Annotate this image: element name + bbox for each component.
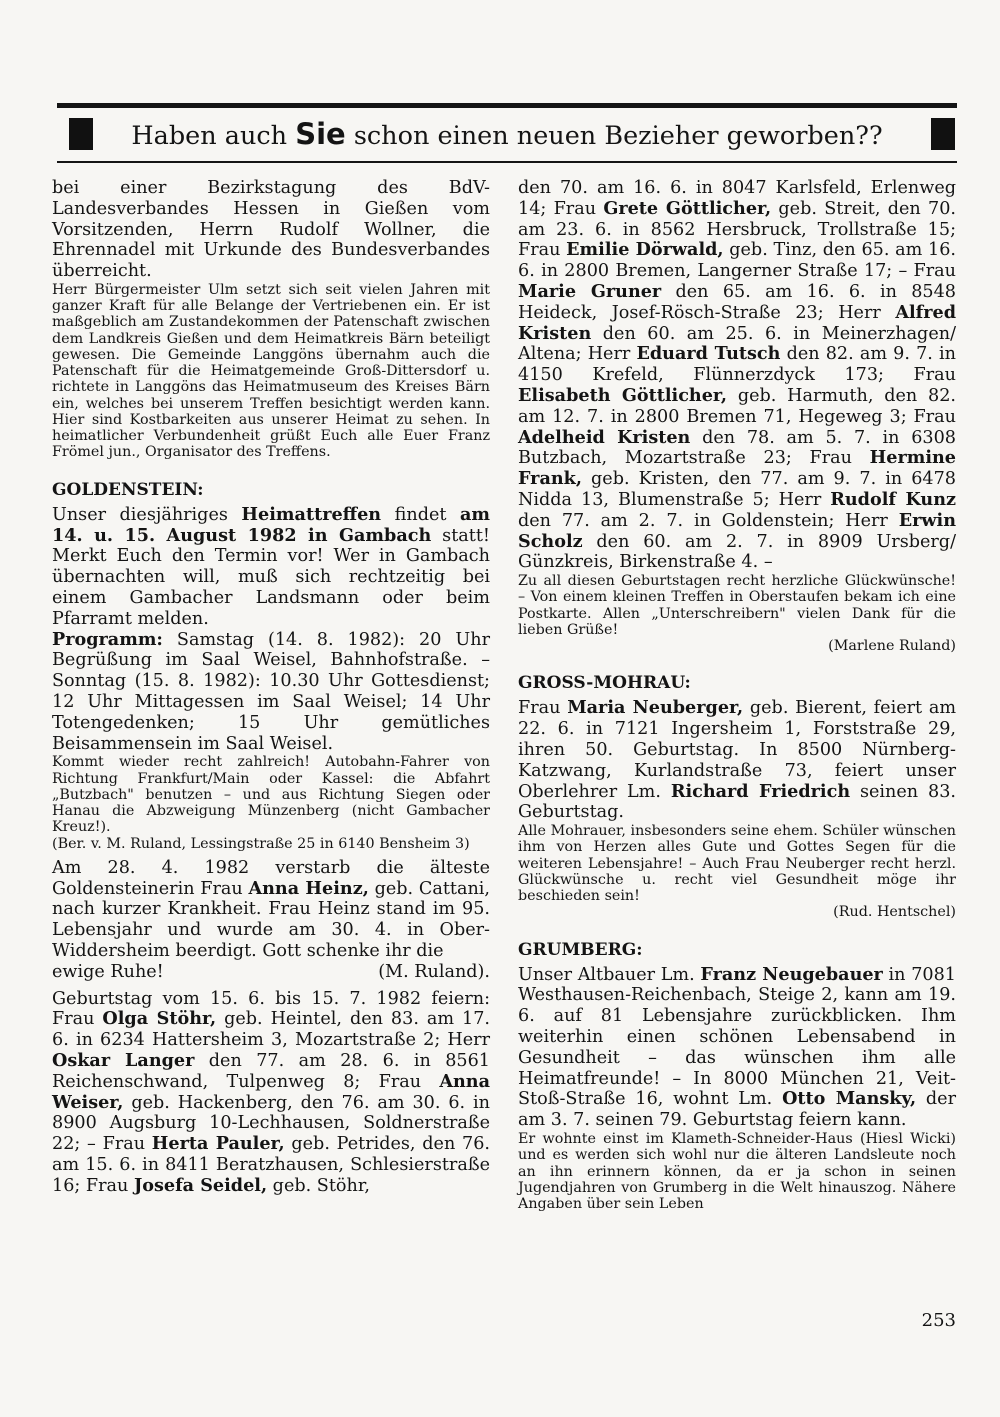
goldenstein-heading: GOLDENSTEIN: <box>52 479 204 500</box>
neugebauer-paragraph: Unser Altbauer Lm. Franz Neugebauer in 7081 Westhausen-Reichenbach, Steige 2, kann am 19. 6. auf 81 Lebensjahre zurückblicken. Ihm weiterhin einen schönen Lebensabend in Gesundheit – das wünschen ihm alle Heimatfreunde! – In 8000 München 21, Veit-Stoß-Straße 16, wohnt Lm. Otto Mansky, der am 3. 7. seinen 79. Geburtstag feiern kann. <box>518 963 956 1131</box>
page-number: 253 <box>921 1310 956 1331</box>
banner-before: Haben auch <box>131 121 288 151</box>
banner-after: schon einen neuen Bezieher geworben?? <box>353 121 883 151</box>
mohrau-sign: (Rud. Hentschel) <box>833 904 956 921</box>
banner-text <box>97 112 917 158</box>
left-column <box>52 178 490 1197</box>
mohrau-wishes: Alle Mohrauer, insbesonders seine ehem. Schüler wünschen ihm von Herzen alles Gute und Gottes Segen für die weiteren Lebensjahre! – Auch Frau Neuberger recht herzl. Glückwünsche u. recht viel Gesundheit möge ihr beschieden sein! <box>518 823 956 905</box>
grumberg-heading: GRUMBERG: <box>518 939 643 960</box>
right-column <box>518 178 956 1212</box>
banner-emph: Sie <box>295 117 346 151</box>
directions-paragraph: Kommt wieder recht zahlreich! Autobahn-Fahrer von Richtung Frankfurt/Main oder Kassel: die Abfahrt „Butzbach" benutzen – und aus Richtung Siegen oder Hanau die Abzweigung Münzenberg (nicht Gambacher Kreuz!). <box>52 754 490 836</box>
intro-paragraph: bei einer Bezirkstagung des BdV-Landesverbandes Hessen in Gießen vom Vorsitzenden, Herrn Rudolf Wollner, die Ehrennadel mit Urkunde des Bundesverbandes überreicht. <box>52 178 490 282</box>
greetings-paragraph: Zu all diesen Geburtstagen recht herzliche Glückwünsche! – Von einem kleinen Treffen in Oberstaufen bekam ich eine Postkarte. Allen „Unterschreibern" vielen Dank für die lieben Grüße! <box>518 573 956 638</box>
obituary-last-line: ewige Ruhe! (M. Ruland). <box>52 961 490 982</box>
banner-left-block <box>69 118 93 150</box>
report-credit: (Ber. v. M. Ruland, Lessingstraße 25 in 6140 Bensheim 3) <box>52 835 470 852</box>
ulm-paragraph: Herr Bürgermeister Ulm setzt sich seit vielen Jahren mit ganzer Kraft für alle Belange der Vertriebenen ein. Er ist maßgeblich am Zustandekommen der Patenschaft zwischen dem Landkreis Gießen und dem Heimatkreis Bärn beteiligt gewesen. Die Gemeinde Langgöns übernahm auch die Patenschaft für die Heimatgemeinde Groß-Dittersdorf u. richtete in Langgöns das Heimatmuseum des Kreises Bärn ein, welches bei unserem Treffen besichtigt werden kann. Hier sind Kostbarkeiten aus unserer Heimat zu sehen. In heimatlicher Verbundenheit grüßt Euch alle Euer Franz Frömel jun., Organisator des Treffens. <box>52 281 490 461</box>
bottom-rule <box>57 161 957 163</box>
neuberger-paragraph: Frau Maria Neuberger, geb. Bierent, feiert am 22. 6. in 7121 Ingersheim 1, Forststraße 29, ihren 50. Geburtstag. In 8500 Nürnberg-Katzwang, Kurlandstraße 73, feiert unser Oberlehrer Lm. Richard Friedrich seinen 83. Geburtstag. <box>518 697 957 823</box>
greetings-sign: (Marlene Ruland) <box>828 638 956 655</box>
birthday-list: den 70. am 16. 6. in 8047 Karlsfeld, Erlenweg 14; Frau Grete Göttlicher, geb. Streit, den 70. am 23. 6. in 8562 Hersbruck, Trollstraße 15; Frau Emilie Dörwald, geb. Tinz, den 65. am 16. 6. in 2800 Bremen, Langerner Straße 17; – Frau Marie Gruner den 65. am 16. 6. in 8548 Heideck, Josef-Rösch-Straße 23; Herr Alfred Kristen den 60. am 25. 6. in Meinerzhagen/ Altena; Herr Eduard Tutsch den 82. am 9. 7. in 4150 Krefeld, Flünnerzdyck 173; Frau Elisabeth Göttlicher, geb. Harmuth, den 82. am 12. 7. in 2800 Bremen 71, Hegeweg 3; Frau Adelheid Kristen den 78. am 5. 7. in 6308 Butzbach, Mozartstraße 23; Frau Hermine Frank, geb. Kristen, den 77. am 9. 7. in 6478 Nidda 13, Blumenstraße 5; Herr Rudolf Kunz den 77. am 2. 7. in Goldenstein; Herr Erwin Scholz den 60. am 2. 7. in 8909 Ursberg/ Günzkreis, Birkenstraße 4. – <box>518 178 957 573</box>
mansky-paragraph: Er wohnte einst im Klameth-Schneider-Haus (Hiesl Wicki) und es werden sich wohl nur die älteren Landsleute noch an ihn erinnern können, da er ja schon in seinen Jugendjahren von Grumberg in die Welt hinauszog. Nähere Angaben über sein Leben <box>518 1131 956 1213</box>
banner-right-block <box>931 118 955 150</box>
top-rule <box>57 103 957 108</box>
obituary-paragraph: Am 28. 4. 1982 verstarb die älteste Goldensteinerin Frau Anna Heinz, geb. Cattani, nach kurzer Krankheit. Frau Heinz stand im 95. Lebensjahr und wurde am 30. 4. in Ober-Widdersheim beerdigt. Gott schenke ihr die <box>52 857 490 961</box>
birthday-paragraph: Geburtstag vom 15. 6. bis 15. 7. 1982 feiern: Frau Olga Stöhr, geb. Heintel, den 83. am 17. 6. in 6234 Hattersheim 3, Mozartstraße 2; Herr Oskar Langer den 77. am 28. 6. in 8561 Reichenschwand, Tulpenweg 8; Frau Anna Weiser, geb. Hackenberg, den 76. am 30. 6. in 8900 Augsburg 10-Lechhausen, Soldnerstraße 22; – Frau Herta Pauler, geb. Petrides, den 76. am 15. 6. in 8411 Beratzhausen, Schlesierstraße 16; Frau Josefa Seidel, geb. Stöhr, <box>52 988 491 1196</box>
gross-mohrau-heading: GROSS-MOHRAU: <box>518 673 691 694</box>
treffen-paragraph: Unser diesjähriges Heimattreffen findet am 14. u. 15. August 1982 in Gambach statt! Merkt Euch den Termin vor! Wer in Gambach übernachten will, muß sich rechtzeitig bei einem Gambacher Landsmann oder beim Pfarramt melden. <box>52 503 490 629</box>
programm-paragraph: Programm: Samstag (14. 8. 1982): 20 Uhr Begrüßung im Saal Weisel, Bahnhofstraße. – Sonntag (15. 8. 1982): 10.30 Uhr Gottesdienst; 12 Uhr Mittagessen im Saal Weisel; 14 Uhr Totengedenken; 15 Uhr gemütliches Beisammensein im Saal Weisel. <box>52 628 490 754</box>
banner <box>57 110 957 160</box>
